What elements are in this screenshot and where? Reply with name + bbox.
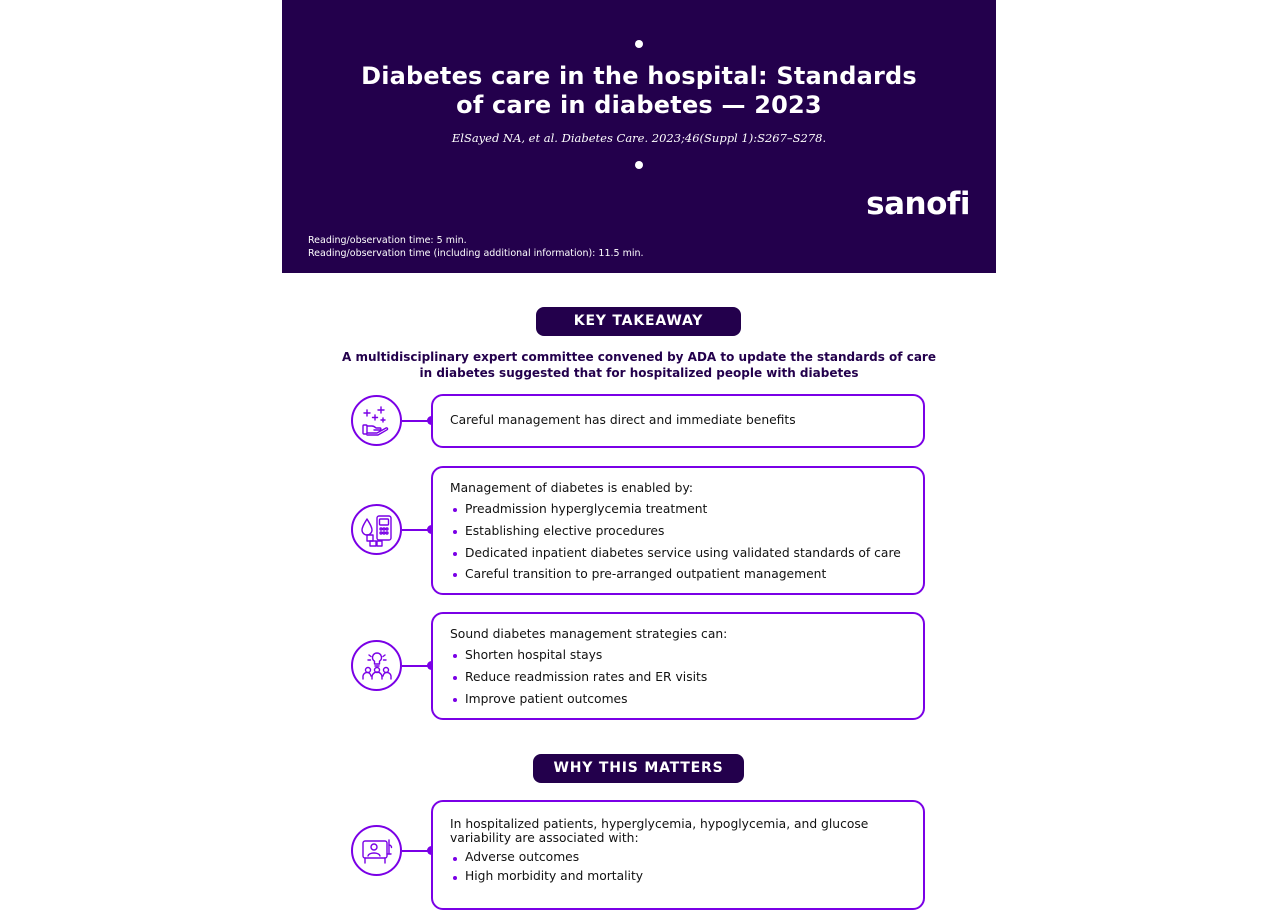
hand-plus-icon (351, 395, 402, 446)
card-text: Careful management has direct and immediate benefits (450, 413, 796, 427)
hospital-bed-icon (351, 825, 402, 876)
document-page (282, 0, 996, 883)
card-list (450, 645, 907, 710)
card-list (450, 848, 907, 886)
takeaway-card (431, 612, 925, 720)
list-item: Adverse outcomes (450, 848, 907, 867)
reading-time-full: Reading/observation time (including additional information): 11.5 min. (308, 248, 644, 259)
list-item: Shorten hospital stays (450, 645, 907, 667)
list-item: High morbidity and mortality (450, 867, 907, 886)
why-card (431, 800, 925, 910)
header-banner (282, 0, 996, 273)
card-list (450, 499, 907, 586)
reading-time-short: Reading/observation time: 5 min. (308, 235, 467, 246)
list-item: Dedicated inpatient diabetes service using validated standards of care (450, 543, 907, 565)
glucose-meter-icon (351, 504, 402, 555)
card-lead: In hospitalized patients, hyperglycemia, hypoglycemia, and glucose variability are associated with: (450, 817, 869, 845)
list-item: Preadmission hyperglycemia treatment (450, 499, 907, 521)
list-item: Reduce readmission rates and ER visits (450, 667, 907, 689)
card-lead: Management of diabetes is enabled by: (450, 481, 693, 495)
reading-time (308, 234, 644, 260)
list-item: Improve patient outcomes (450, 689, 907, 711)
why-this-matters-heading: WHY THIS MATTERS (533, 754, 744, 783)
title-line-1: Diabetes care in the hospital: Standards (361, 62, 917, 90)
document-title (322, 62, 956, 120)
list-item: Careful transition to pre-arranged outpatient management (450, 564, 907, 586)
citation: ElSayed NA, et al. Diabetes Care. 2023;46(Suppl 1):S267–S278. (451, 131, 827, 145)
decorative-dot (635, 40, 643, 48)
key-takeaway-heading: KEY TAKEAWAY (536, 307, 741, 336)
decorative-dot (635, 161, 643, 169)
key-takeaway-intro: A multidisciplinary expert committee convened by ADA to update the standards of care in diabetes suggested that for hospitalized people with diabetes (342, 350, 936, 380)
takeaway-card (431, 394, 925, 448)
sanofi-logo: sanofi (866, 186, 970, 222)
takeaway-card (431, 466, 925, 595)
title-line-2: of care in diabetes — 2023 (456, 91, 822, 119)
team-idea-icon (351, 640, 402, 691)
card-lead: Sound diabetes management strategies can: (450, 627, 728, 641)
list-item: Establishing elective procedures (450, 521, 907, 543)
